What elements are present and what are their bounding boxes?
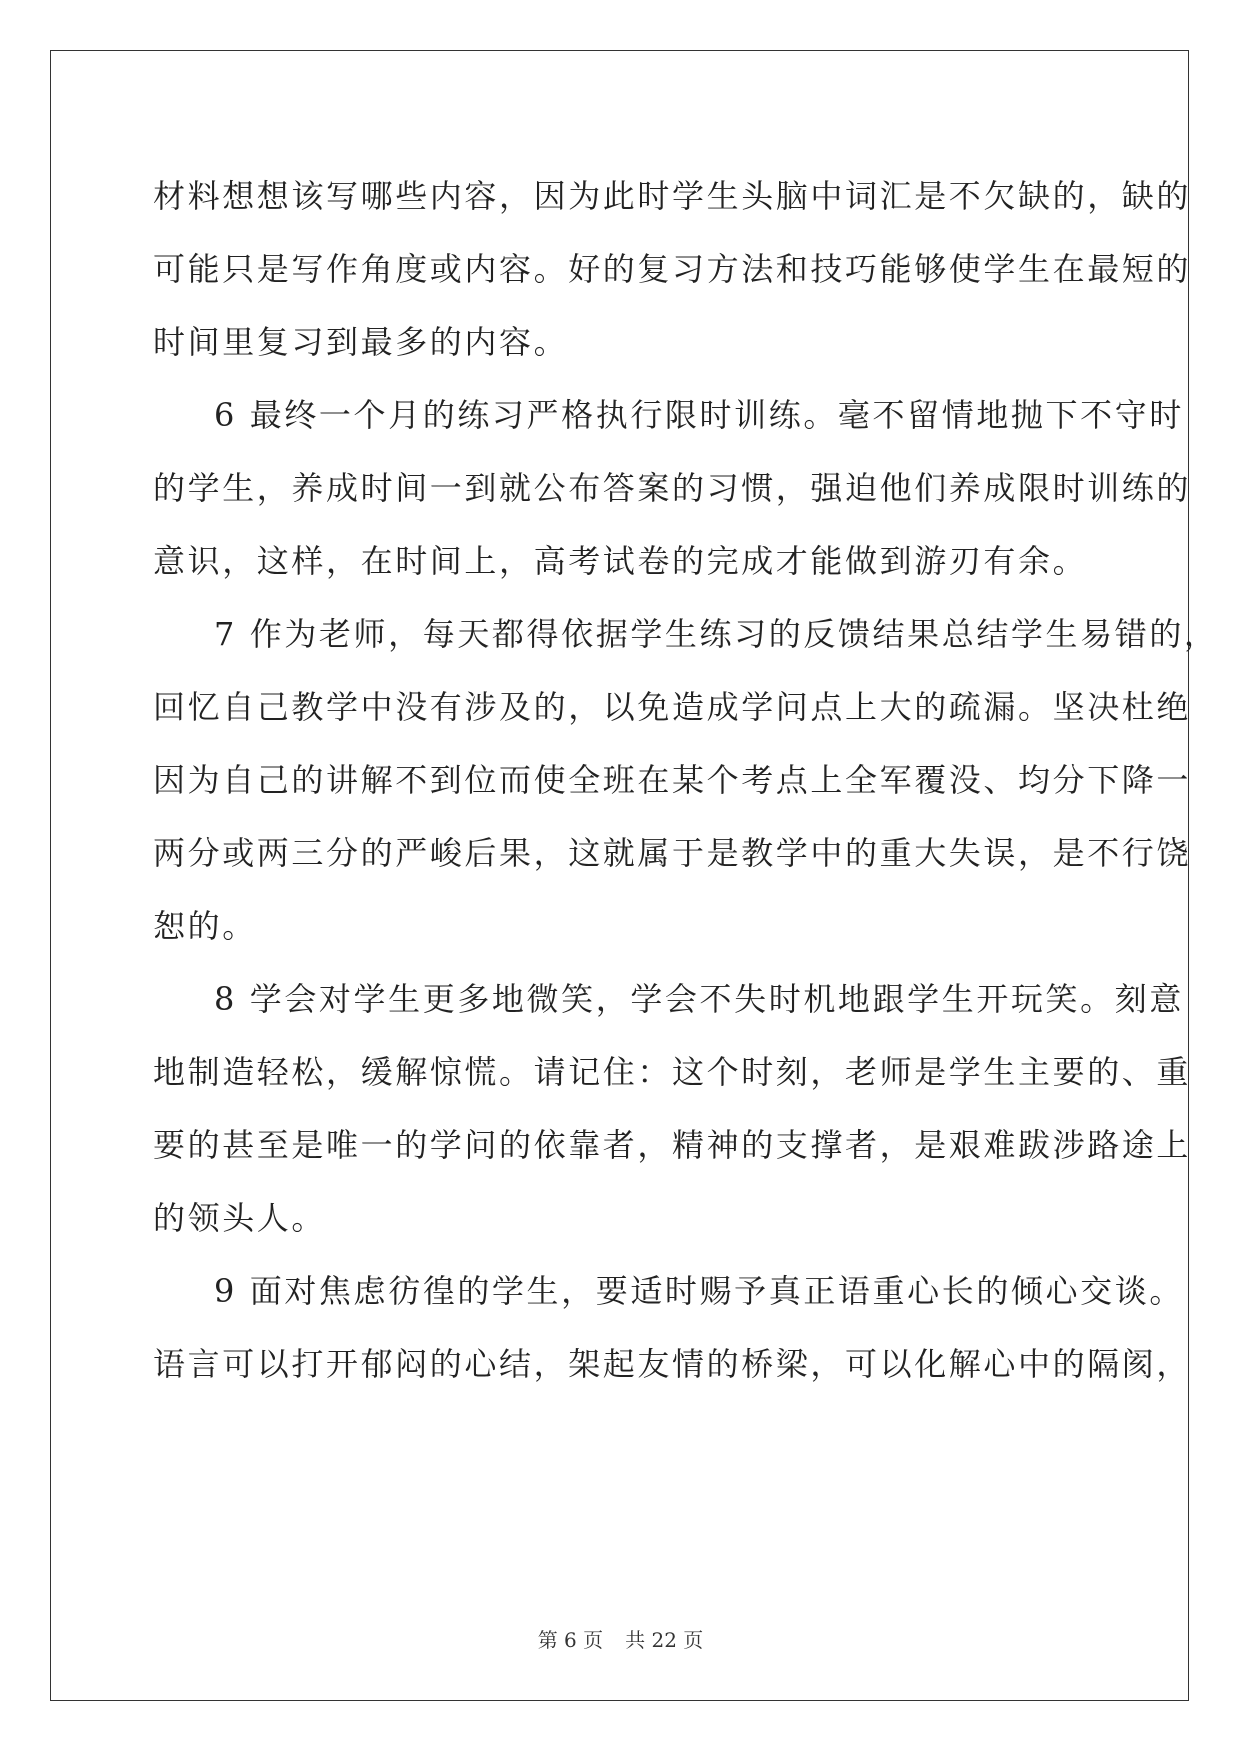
text-line: 因为自己的讲解不到位而使全班在某个考点上全军覆没、均分下降一 bbox=[153, 761, 1192, 799]
page-number: 第 6 页 bbox=[537, 1628, 604, 1652]
text-line: 的领头人。 bbox=[153, 1199, 327, 1237]
text-line: 地制造轻松，缓解惊慌。请记住：这个时刻，老师是学生主要的、重 bbox=[153, 1053, 1192, 1091]
text-line: 意识，这样，在时间上，高考试卷的完成才能做到游刃有余。 bbox=[153, 542, 1088, 580]
page-footer bbox=[0, 1624, 1241, 1653]
page-total: 共 22 页 bbox=[625, 1628, 704, 1652]
text-line-paragraph-start: 9 面对焦虑彷徨的学生，要适时赐予真正语重心长的倾心交谈。 bbox=[214, 1272, 1184, 1310]
text-line: 时间里复习到最多的内容。 bbox=[153, 323, 569, 361]
document-body bbox=[153, 160, 1219, 1401]
text-line: 回忆自己教学中没有涉及的，以免造成学问点上大的疏漏。坚决杜绝 bbox=[153, 688, 1192, 726]
text-line: 可能只是写作角度或内容。好的复习方法和技巧能够使学生在最短的 bbox=[153, 250, 1192, 288]
text-line: 要的甚至是唯一的学问的依靠者，精神的支撑者，是艰难跋涉路途上 bbox=[153, 1126, 1192, 1164]
text-line: 恕的。 bbox=[153, 907, 257, 945]
text-line: 的学生，养成时间一到就公布答案的习惯，强迫他们养成限时训练的 bbox=[153, 469, 1192, 507]
text-line-paragraph-start: 6 最终一个月的练习严格执行限时训练。毫不留情地抛下不守时 bbox=[214, 396, 1184, 434]
text-line: 材料想想该写哪些内容，因为此时学生头脑中词汇是不欠缺的，缺的 bbox=[153, 177, 1192, 215]
text-line: 两分或两三分的严峻后果，这就属于是教学中的重大失误，是不行饶 bbox=[153, 834, 1192, 872]
text-line: 语言可以打开郁闷的心结，架起友情的桥梁，可以化解心中的隔阂， bbox=[153, 1345, 1192, 1383]
text-line-paragraph-start: 7 作为老师，每天都得依据学生练习的反馈结果总结学生易错的， bbox=[214, 615, 1219, 653]
text-line-paragraph-start: 8 学会对学生更多地微笑，学会不失时机地跟学生开玩笑。刻意 bbox=[214, 980, 1184, 1018]
